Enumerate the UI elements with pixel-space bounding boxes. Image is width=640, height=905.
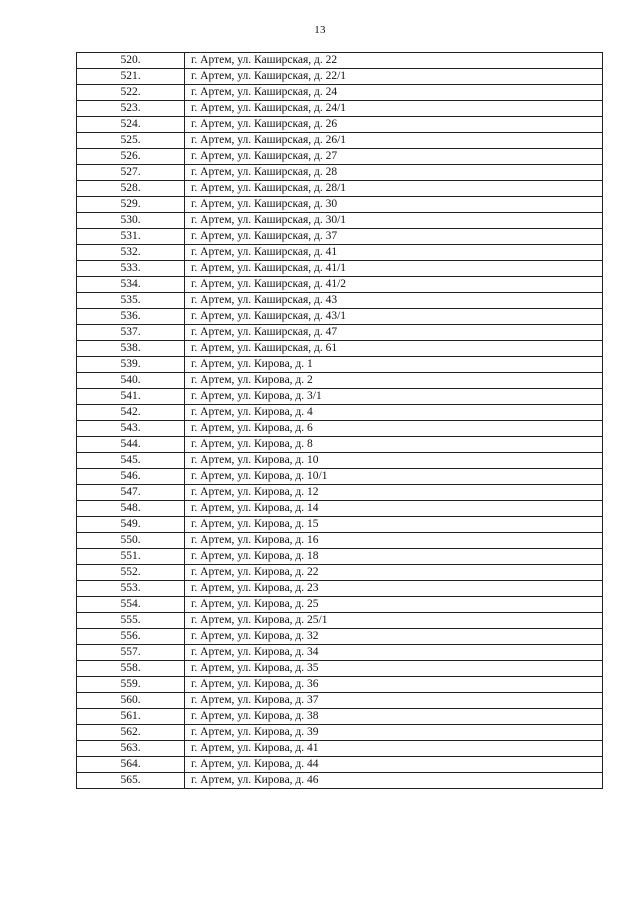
address-cell: г. Артем, ул. Кирова, д. 15 [185, 517, 603, 533]
row-number-cell: 538. [77, 341, 185, 357]
address-cell: г. Артем, ул. Кирова, д. 32 [185, 629, 603, 645]
row-number-cell: 563. [77, 741, 185, 757]
address-cell: г. Артем, ул. Каширская, д. 24 [185, 85, 603, 101]
address-cell: г. Артем, ул. Каширская, д. 61 [185, 341, 603, 357]
table-row [77, 645, 603, 661]
table-row [77, 469, 603, 485]
row-number-cell: 560. [77, 693, 185, 709]
address-cell: г. Артем, ул. Кирова, д. 39 [185, 725, 603, 741]
address-cell: г. Артем, ул. Каширская, д. 22/1 [185, 69, 603, 85]
row-number-cell: 542. [77, 405, 185, 421]
row-number-cell: 525. [77, 133, 185, 149]
table-row [77, 261, 603, 277]
table-row [77, 517, 603, 533]
address-cell: г. Артем, ул. Кирова, д. 34 [185, 645, 603, 661]
table-row [77, 501, 603, 517]
address-cell: г. Артем, ул. Каширская, д. 30 [185, 197, 603, 213]
row-number-cell: 539. [77, 357, 185, 373]
address-cell: г. Артем, ул. Каширская, д. 30/1 [185, 213, 603, 229]
row-number-cell: 549. [77, 517, 185, 533]
table-row [77, 661, 603, 677]
table-row [77, 165, 603, 181]
table-row [77, 197, 603, 213]
row-number-cell: 521. [77, 69, 185, 85]
address-table [76, 52, 603, 789]
table-row [77, 709, 603, 725]
table-row [77, 117, 603, 133]
row-number-cell: 546. [77, 469, 185, 485]
row-number-cell: 552. [77, 565, 185, 581]
address-cell: г. Артем, ул. Каширская, д. 26 [185, 117, 603, 133]
address-cell: г. Артем, ул. Каширская, д. 28 [185, 165, 603, 181]
table-row [77, 149, 603, 165]
address-table-body [77, 53, 603, 789]
row-number-cell: 557. [77, 645, 185, 661]
row-number-cell: 529. [77, 197, 185, 213]
address-cell: г. Артем, ул. Кирова, д. 25/1 [185, 613, 603, 629]
table-row [77, 405, 603, 421]
row-number-cell: 535. [77, 293, 185, 309]
row-number-cell: 527. [77, 165, 185, 181]
row-number-cell: 550. [77, 533, 185, 549]
table-row [77, 629, 603, 645]
table-row [77, 437, 603, 453]
table-row [77, 773, 603, 789]
table-row [77, 309, 603, 325]
table-row [77, 69, 603, 85]
address-cell: г. Артем, ул. Кирова, д. 18 [185, 549, 603, 565]
row-number-cell: 523. [77, 101, 185, 117]
address-cell: г. Артем, ул. Каширская, д. 27 [185, 149, 603, 165]
row-number-cell: 530. [77, 213, 185, 229]
table-row [77, 85, 603, 101]
table-row [77, 101, 603, 117]
row-number-cell: 547. [77, 485, 185, 501]
address-cell: г. Артем, ул. Каширская, д. 22 [185, 53, 603, 69]
address-cell: г. Артем, ул. Кирова, д. 8 [185, 437, 603, 453]
address-cell: г. Артем, ул. Каширская, д. 24/1 [185, 101, 603, 117]
address-cell: г. Артем, ул. Кирова, д. 41 [185, 741, 603, 757]
address-cell: г. Артем, ул. Кирова, д. 38 [185, 709, 603, 725]
table-row [77, 293, 603, 309]
table-row [77, 613, 603, 629]
row-number-cell: 524. [77, 117, 185, 133]
address-cell: г. Артем, ул. Кирова, д. 25 [185, 597, 603, 613]
row-number-cell: 526. [77, 149, 185, 165]
table-row [77, 597, 603, 613]
address-cell: г. Артем, ул. Кирова, д. 4 [185, 405, 603, 421]
address-cell: г. Артем, ул. Кирова, д. 3/1 [185, 389, 603, 405]
address-cell: г. Артем, ул. Каширская, д. 28/1 [185, 181, 603, 197]
table-row [77, 757, 603, 773]
table-row [77, 213, 603, 229]
address-cell: г. Артем, ул. Кирова, д. 2 [185, 373, 603, 389]
row-number-cell: 540. [77, 373, 185, 389]
address-cell: г. Артем, ул. Кирова, д. 37 [185, 693, 603, 709]
row-number-cell: 533. [77, 261, 185, 277]
address-cell: г. Артем, ул. Каширская, д. 41/2 [185, 277, 603, 293]
address-cell: г. Артем, ул. Каширская, д. 41/1 [185, 261, 603, 277]
row-number-cell: 556. [77, 629, 185, 645]
table-row [77, 373, 603, 389]
table-row [77, 389, 603, 405]
address-cell: г. Артем, ул. Кирова, д. 12 [185, 485, 603, 501]
table-row [77, 325, 603, 341]
address-cell: г. Артем, ул. Каширская, д. 47 [185, 325, 603, 341]
row-number-cell: 562. [77, 725, 185, 741]
row-number-cell: 553. [77, 581, 185, 597]
table-row [77, 133, 603, 149]
row-number-cell: 541. [77, 389, 185, 405]
table-row [77, 581, 603, 597]
table-row [77, 453, 603, 469]
table-row [77, 533, 603, 549]
address-cell: г. Артем, ул. Каширская, д. 43 [185, 293, 603, 309]
page-number: 13 [314, 24, 326, 36]
address-cell: г. Артем, ул. Каширская, д. 43/1 [185, 309, 603, 325]
address-cell: г. Артем, ул. Кирова, д. 6 [185, 421, 603, 437]
row-number-cell: 564. [77, 757, 185, 773]
address-cell: г. Артем, ул. Кирова, д. 46 [185, 773, 603, 789]
address-cell: г. Артем, ул. Каширская, д. 26/1 [185, 133, 603, 149]
row-number-cell: 543. [77, 421, 185, 437]
table-row [77, 357, 603, 373]
address-cell: г. Артем, ул. Каширская, д. 41 [185, 245, 603, 261]
address-cell: г. Артем, ул. Каширская, д. 37 [185, 229, 603, 245]
row-number-cell: 534. [77, 277, 185, 293]
row-number-cell: 544. [77, 437, 185, 453]
table-row [77, 277, 603, 293]
row-number-cell: 532. [77, 245, 185, 261]
table-row [77, 245, 603, 261]
row-number-cell: 520. [77, 53, 185, 69]
row-number-cell: 522. [77, 85, 185, 101]
row-number-cell: 545. [77, 453, 185, 469]
address-cell: г. Артем, ул. Кирова, д. 22 [185, 565, 603, 581]
table-row [77, 181, 603, 197]
row-number-cell: 559. [77, 677, 185, 693]
row-number-cell: 537. [77, 325, 185, 341]
table-row [77, 53, 603, 69]
row-number-cell: 561. [77, 709, 185, 725]
row-number-cell: 536. [77, 309, 185, 325]
row-number-cell: 528. [77, 181, 185, 197]
table-row [77, 677, 603, 693]
address-cell: г. Артем, ул. Кирова, д. 10 [185, 453, 603, 469]
address-cell: г. Артем, ул. Кирова, д. 35 [185, 661, 603, 677]
table-row [77, 725, 603, 741]
address-cell: г. Артем, ул. Кирова, д. 36 [185, 677, 603, 693]
row-number-cell: 558. [77, 661, 185, 677]
table-row [77, 741, 603, 757]
table-row [77, 421, 603, 437]
table-row [77, 341, 603, 357]
row-number-cell: 555. [77, 613, 185, 629]
row-number-cell: 551. [77, 549, 185, 565]
table-row [77, 565, 603, 581]
table-row [77, 229, 603, 245]
address-cell: г. Артем, ул. Кирова, д. 44 [185, 757, 603, 773]
address-cell: г. Артем, ул. Кирова, д. 23 [185, 581, 603, 597]
address-cell: г. Артем, ул. Кирова, д. 1 [185, 357, 603, 373]
address-cell: г. Артем, ул. Кирова, д. 10/1 [185, 469, 603, 485]
row-number-cell: 565. [77, 773, 185, 789]
row-number-cell: 554. [77, 597, 185, 613]
table-row [77, 693, 603, 709]
address-cell: г. Артем, ул. Кирова, д. 16 [185, 533, 603, 549]
row-number-cell: 531. [77, 229, 185, 245]
table-row [77, 485, 603, 501]
table-row [77, 549, 603, 565]
address-cell: г. Артем, ул. Кирова, д. 14 [185, 501, 603, 517]
row-number-cell: 548. [77, 501, 185, 517]
